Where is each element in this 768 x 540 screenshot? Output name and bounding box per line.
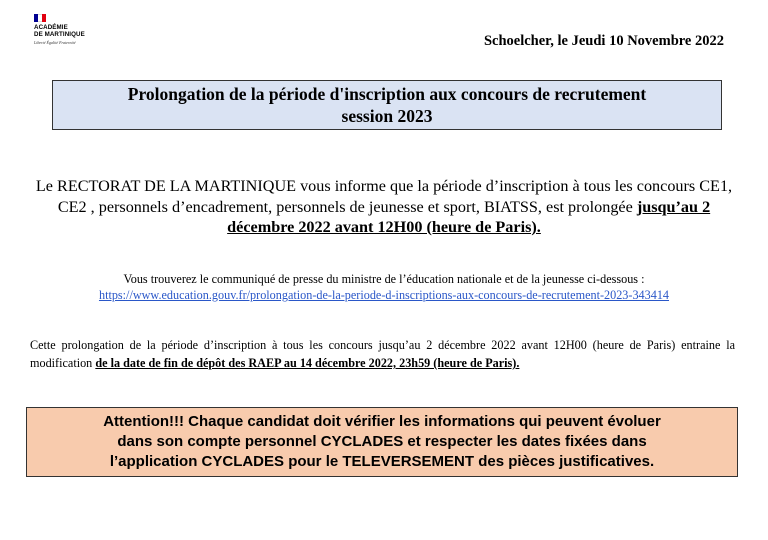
- press-release-link[interactable]: https://www.education.gouv.fr/prolongation-de-la-periode-d-inscriptions-aux-concours-de-recrutement-2023-343414: [98, 288, 670, 302]
- warning-box: [26, 407, 738, 477]
- french-flag-icon: [34, 14, 46, 22]
- title-line2: session 2023: [341, 106, 433, 126]
- press-text: Vous trouverez le communiqué de presse du ministre de l’éducation nationale et de la jeunesse ci-dessous :: [123, 272, 645, 286]
- extension-text: Cette prolongation de la période d’inscription à tous les concours jusqu’au 2 décembre 2022 avant 12H00 (heure de Paris) entraine la modification: [30, 338, 735, 370]
- title-box: [52, 80, 722, 130]
- warning-line2: dans son compte personnel CYCLADES et respecter les dates fixées dans: [117, 433, 647, 450]
- warning-line1: Attention!!! Chaque candidat doit vérifier les informations qui peuvent évoluer: [103, 413, 661, 430]
- logo-name-line1: ACADÉMIE: [34, 24, 68, 31]
- academie-logo: [34, 14, 104, 45]
- press-paragraph: [20, 271, 748, 303]
- logo-name-line2: DE MARTINIQUE: [34, 31, 85, 38]
- intro-deadline: jusqu’au 2 décembre 2022 avant 12H00 (heure de Paris).: [227, 197, 711, 236]
- document-date: Schoelcher, le Jeudi 10 Novembre 2022: [483, 33, 724, 49]
- extension-paragraph: [30, 336, 735, 372]
- intro-paragraph: [30, 176, 738, 238]
- intro-text: Le RECTORAT DE LA MARTINIQUE vous informe que la période d’inscription à tous les concours CE1, CE2 , personnels d’encadrement, personnels de jeunesse et sport, BIATSS, est prolongée: [35, 177, 733, 216]
- warning-line3: l’application CYCLADES pour le TELEVERSEMENT des pièces justificatives.: [109, 453, 655, 470]
- extension-raep-deadline: de la date de fin de dépôt des RAEP au 14 décembre 2022, 23h59 (heure de Paris).: [95, 356, 520, 370]
- title-line1: Prolongation de la période d'inscription aux concours de recrutement: [127, 84, 647, 104]
- logo-motto: Liberté Égalité Fraternité: [34, 40, 76, 45]
